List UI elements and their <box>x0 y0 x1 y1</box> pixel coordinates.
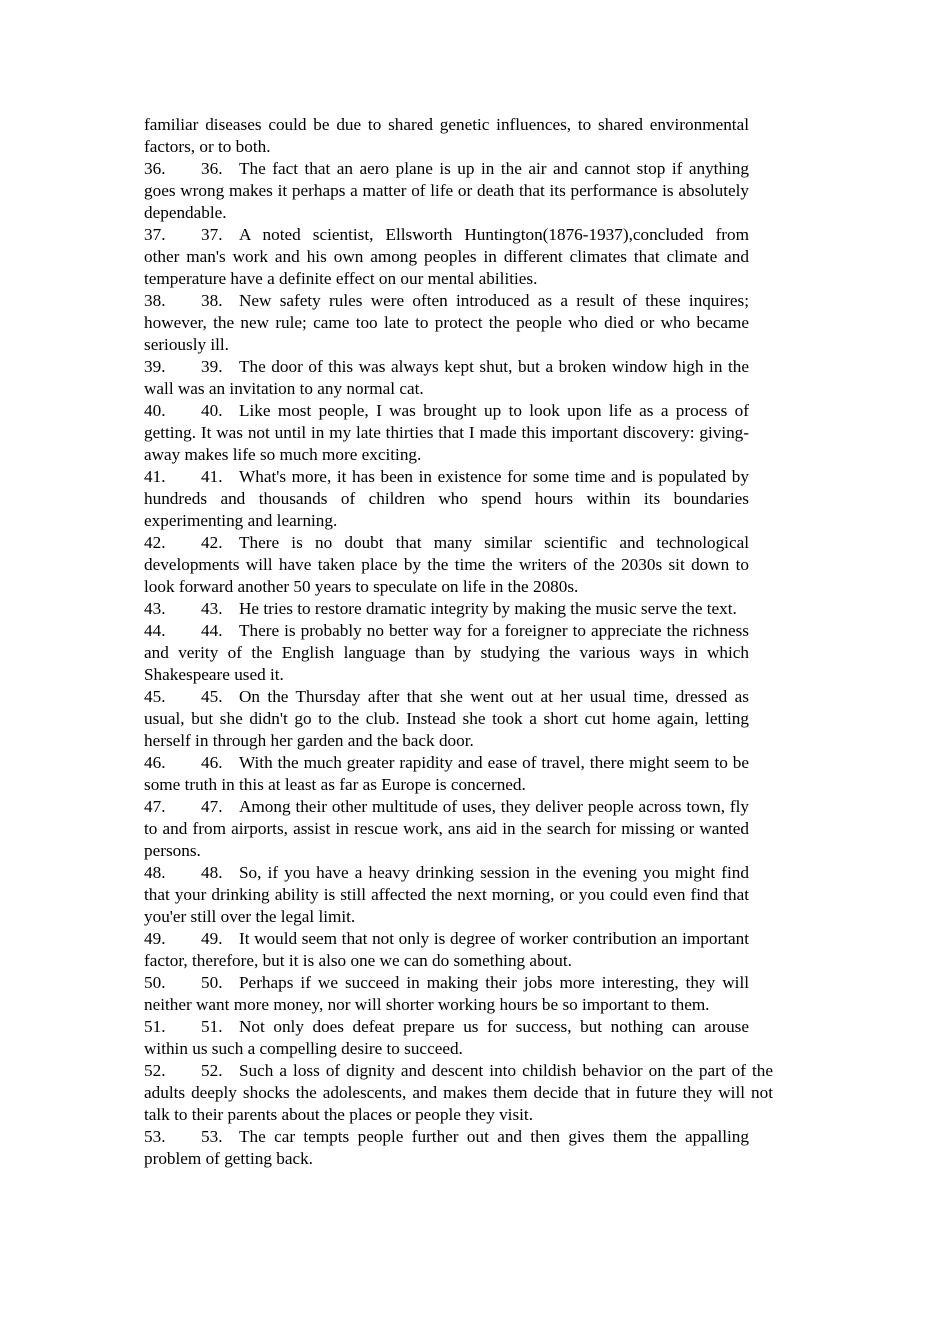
list-item-51 <box>144 1016 749 1060</box>
item-number: 44. <box>144 621 166 640</box>
item-text: A noted scientist, Ellsworth Huntington(1876-1937),concluded from other man's work and his own among peoples in different climates that climate and temperature have a definite effect on our mental abilities. <box>144 225 749 288</box>
item-number: 38. <box>144 291 166 310</box>
item-number: 53. <box>144 1127 166 1146</box>
list-item-53 <box>144 1126 749 1170</box>
item-sub-number: 44. <box>201 621 223 640</box>
item-text: The car tempts people further out and then gives them the appalling problem of getting back. <box>144 1127 749 1168</box>
item-sub-number: 43. <box>201 599 223 618</box>
list-item-40 <box>144 400 749 466</box>
list-item-46 <box>144 752 749 796</box>
list-item-52 <box>144 1060 773 1126</box>
item-sub-number: 45. <box>201 687 223 706</box>
item-text: So, if you have a heavy drinking session in the evening you might find that your drinking ability is still affected the next morning, or you could even find that you'er still over the legal limit. <box>144 863 749 926</box>
list-item-43 <box>144 598 749 620</box>
item-text: It would seem that not only is degree of worker contribution an important factor, therefore, but it is also one we can do something about. <box>144 929 749 970</box>
item-text: The door of this was always kept shut, but a broken window high in the wall was an invitation to any normal cat. <box>144 357 749 398</box>
item-number: 49. <box>144 929 166 948</box>
item-sub-number: 48. <box>201 863 223 882</box>
item-number: 41. <box>144 467 166 486</box>
item-number: 48. <box>144 863 166 882</box>
intro-paragraph: familiar diseases could be due to shared genetic influences, to shared environmental factors, or to both. <box>144 115 749 156</box>
item-text: Such a loss of dignity and descent into childish behavior on the part of the adults deeply shocks the adolescents, and makes them decide that in future they will not talk to their parents about the places or people they visit. <box>144 1061 773 1124</box>
item-text: Perhaps if we succeed in making their jobs more interesting, they will neither want more money, nor will shorter working hours be so important to them. <box>144 973 749 1014</box>
item-number: 39. <box>144 357 166 376</box>
item-number: 43. <box>144 599 166 618</box>
item-text: There is no doubt that many similar scientific and technological developments will have taken place by the time the writers of the 2030s sit down to look forward another 50 years to speculate on life in the 2080s. <box>144 533 749 596</box>
item-text: Among their other multitude of uses, they deliver people across town, fly to and from airports, assist in rescue work, ans aid in the search for missing or wanted persons. <box>144 797 749 860</box>
item-text: What's more, it has been in existence for some time and is populated by hundreds and thousands of children who spend hours within its boundaries experimenting and learning. <box>144 467 749 530</box>
list-item-47 <box>144 796 749 862</box>
document-body <box>144 114 773 1170</box>
list-item-36 <box>144 158 749 224</box>
item-number: 40. <box>144 401 166 420</box>
item-text: He tries to restore dramatic integrity by making the music serve the text. <box>239 599 737 618</box>
item-sub-number: 53. <box>201 1127 223 1146</box>
item-text: There is probably no better way for a foreigner to appreciate the richness and verity of the English language than by studying the various ways in which Shakespeare used it. <box>144 621 749 684</box>
item-number: 42. <box>144 533 166 552</box>
item-number: 52. <box>144 1061 166 1080</box>
list-item-45 <box>144 686 749 752</box>
item-sub-number: 38. <box>201 291 223 310</box>
item-sub-number: 37. <box>201 225 223 244</box>
item-number: 47. <box>144 797 166 816</box>
list-item-39 <box>144 356 749 400</box>
item-text: Not only does defeat prepare us for success, but nothing can arouse within us such a compelling desire to succeed. <box>144 1017 749 1058</box>
list-item-42 <box>144 532 749 598</box>
item-number: 46. <box>144 753 166 772</box>
item-sub-number: 46. <box>201 753 223 772</box>
item-text: On the Thursday after that she went out at her usual time, dressed as usual, but she didn't go to the club. Instead she took a short cut home again, letting herself in through her garden and the back door. <box>144 687 749 750</box>
item-text: Like most people, I was brought up to look upon life as a process of getting. It was not until in my late thirties that I made this important discovery: giving-away makes life so much more exciting. <box>144 401 749 464</box>
item-number: 51. <box>144 1017 166 1036</box>
item-number: 50. <box>144 973 166 992</box>
item-text: New safety rules were often introduced as a result of these inquires; however, the new rule; came too late to protect the people who died or who became seriously ill. <box>144 291 749 354</box>
item-sub-number: 39. <box>201 357 223 376</box>
list-item-44 <box>144 620 749 686</box>
item-text: With the much greater rapidity and ease of travel, there might seem to be some truth in this at least as far as Europe is concerned. <box>144 753 749 794</box>
list-item-48 <box>144 862 749 928</box>
item-text: The fact that an aero plane is up in the air and cannot stop if anything goes wrong makes it perhaps a matter of life or death that its performance is absolutely dependable. <box>144 159 749 222</box>
item-sub-number: 51. <box>201 1017 223 1036</box>
list-item-50 <box>144 972 749 1016</box>
item-sub-number: 40. <box>201 401 223 420</box>
item-sub-number: 42. <box>201 533 223 552</box>
list-item-37 <box>144 224 749 290</box>
item-number: 37. <box>144 225 166 244</box>
item-number: 45. <box>144 687 166 706</box>
item-sub-number: 41. <box>201 467 223 486</box>
item-sub-number: 47. <box>201 797 223 816</box>
list-item-49 <box>144 928 749 972</box>
list-item-41 <box>144 466 749 532</box>
list-item-38 <box>144 290 749 356</box>
item-sub-number: 50. <box>201 973 223 992</box>
item-sub-number: 49. <box>201 929 223 948</box>
item-number: 36. <box>144 159 166 178</box>
item-sub-number: 52. <box>201 1061 223 1080</box>
item-sub-number: 36. <box>201 159 223 178</box>
